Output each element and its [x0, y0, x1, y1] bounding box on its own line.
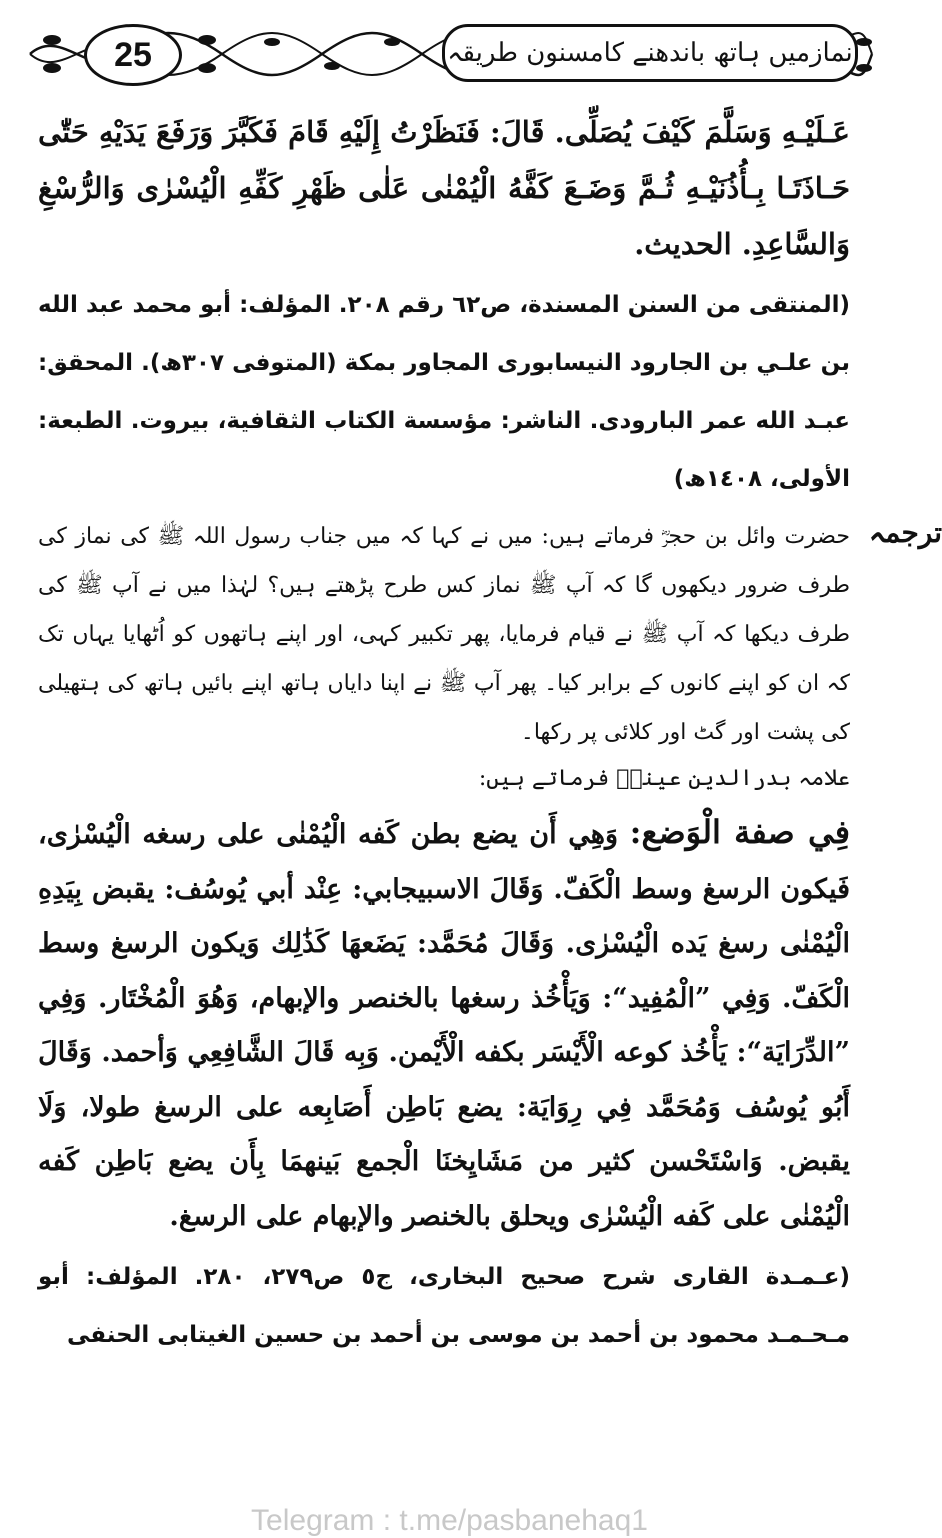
- page-body: [38, 104, 942, 1364]
- reference-citation-1: (المنتقى من السنن المسندة، ص٦٢ رقم ٢٠٨. المؤلف: أبو محمد عبد الله بن علـي بن الجارود النيسابورى المجاور بمكة (المتوفى ٣٠٧ھ). المحقق: عبـد الله عمر البارودى. الناشر: مؤسسة الكتاب الثقافية، بيروت. الطبعة: الأولى، ١٤٠٨ھ): [38, 292, 850, 492]
- ayni-quote-body: وَهِي أَن يضع بطن كَفه الْيُمْنٰى على رسغه الْيُسْرٰى، فَيكون الرسغ وسط الْكَفّ. وَقَالَ الاسبيجابي: عِنْد أبي يُوسُف: يقبض بِيَدِهِ الْيُمْنٰى رسغ يَده الْيُسْرٰى. وَقَالَ مُحَمَّد: يَضَعهَا كَذَٰلِك وَيكون الرسغ وسط الْكَفّ. وَفِي ”الْمُفِيد“: وَيَأْخُذ رسغها بالخنصر والإبهام، وَهُوَ الْمُخْتَار. وَفِي ”الدِّرَايَة“: يَأْخُذ كوعه الْأَيْسَر بكفه الْأَيْمن. وَبِه قَالَ الشَّافِعِي وَأحمد. وَقَالَ أَبُو يُوسُف وَمُحَمَّد فِي رِوَايَة: يضع بَاطِن أَصَابِعه على الرسغ طولا، وَلَا يقبض. وَاسْتَحْسن كثير من مَشَايِخنَا الْجمع بَينهمَا بِأَن يضع بَاطِن كَفه الْيُمْنٰى على كَفه الْيُسْرٰى ويحلق بالخنصر والإبهام على الرسغ.: [38, 819, 850, 1232]
- page-title: نمازمیں ہاتھ باندھنے کامسنون طریقہ: [442, 24, 858, 82]
- page-header: [22, 18, 877, 90]
- allama-intro: علامہ بدرالدین عینیؒ فرماتے ہیں:: [478, 766, 850, 791]
- ayni-quote-lead: فِي صفة الْوَضع:: [629, 813, 851, 851]
- ayni-quote: [38, 805, 850, 1244]
- translation-label: ترجمہ: [868, 516, 942, 549]
- hadith-text: عَـلَيْـهِ وَسَلَّمَ كَيْفَ يُصَلِّى. قَالَ: فَنَظَرْتُ إِلَيْهِ قَامَ فَكَبَّرَ وَرَفَعَ يَدَيْهِ حَتّٰى حَـاذَتَـا بِـأُذُنَيْـهِ ثُـمَّ وَضَـعَ كَفَّهُ الْيُمْنٰى عَلٰى ظَهْرِ كَفِّهِ الْيُسْرٰى وَالرُّسْغِ وَالسَّاعِدِ. الحديث.: [38, 115, 850, 261]
- translation-text: حضرت وائل بن حجرؓ فرماتے ہیں: میں نے کہا کہ میں جناب رسول اللہ ﷺ کی نماز کی طرف ضرور دیکھوں گا کہ آپ ﷺ نماز کس طرح پڑھتے ہیں؟ لہٰذا میں نے آپ ﷺ کی طرف دیکھا کہ آپ ﷺ نے قیام فرمایا، پھر تکبیر کہی، اور اپنے ہاتھوں کو اُٹھایا یہاں تک کہ ان کو اپنے کانوں کے برابر کیا۔ پھر آپ ﷺ نے اپنا دایاں ہاتھ اپنے بائیں ہاتھ کی ہتھیلی کی پشت اور گٹ اور کلائی پر رکھا۔: [38, 524, 850, 745]
- telegram-watermark: Telegram : t.me/pasbanehaq1: [251, 1504, 648, 1537]
- page-number: 25: [84, 24, 182, 86]
- reference-citation-2: (عـمـدة القارى شرح صحيح البخارى، ج٥ ص٢٧٩، ٢٨٠. المؤلف: أبو مـحـمـد محمود بن أحمد بن موسى بن أحمد بن حسين الغيتابى الحنفى: [38, 1264, 851, 1348]
- translation-block: [38, 512, 942, 801]
